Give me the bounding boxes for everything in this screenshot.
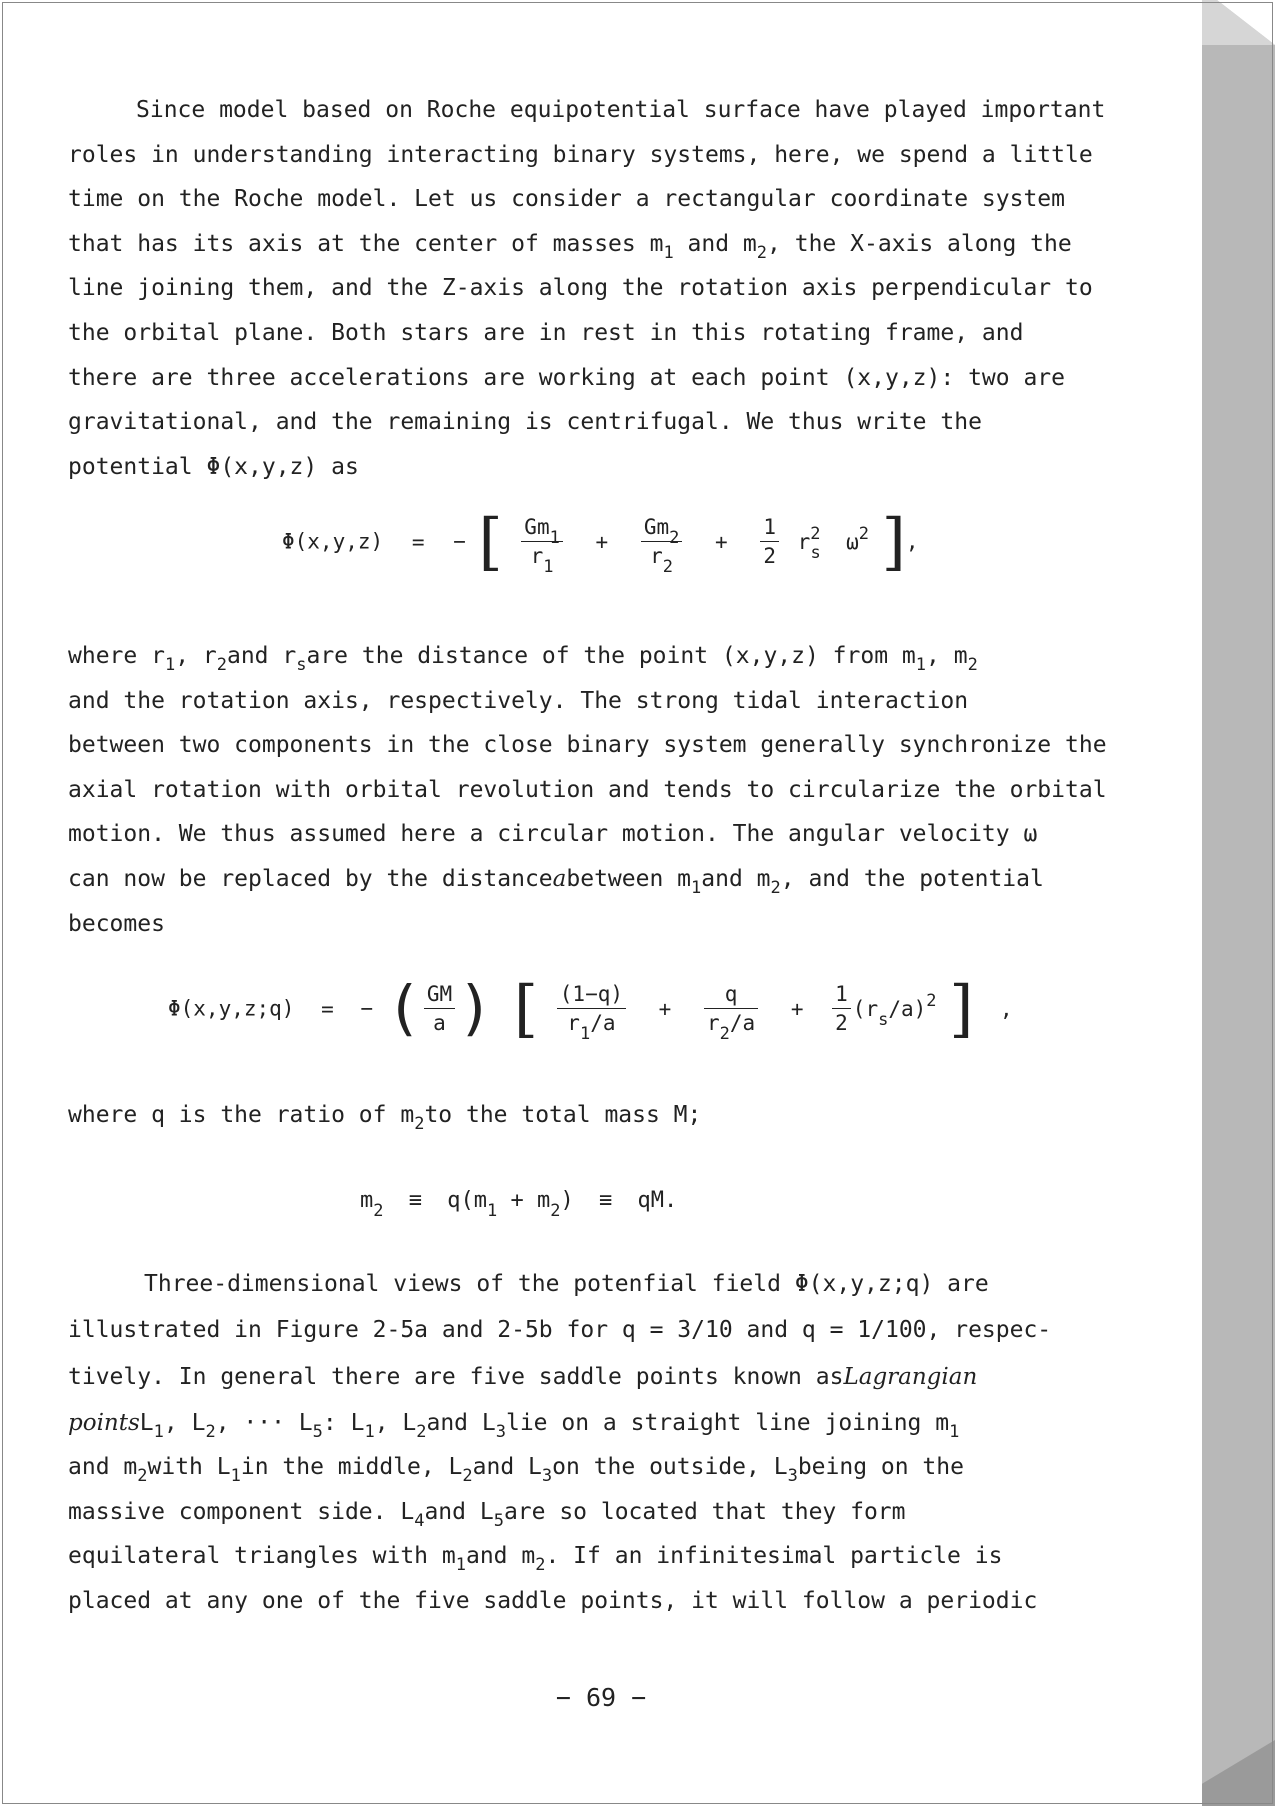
- text-line: illustrated in Figure 2-5a and 2-5b for q = 3/10 and q = 1/100, respec-: [68, 1316, 1052, 1343]
- text-line: gravitational, and the remaining is centrifugal. We thus write the: [68, 409, 982, 436]
- text-line: where r 1 , r 2 and r s are the distance of the point (x,y,z) from m 1 , m 2: [68, 643, 978, 675]
- text-line: can now be replaced by the distance a between m 1 and m 2 , and the potential: [68, 865, 1044, 898]
- text-line: equilateral triangles with m 1 and m 2 . If an infinitesimal particle is: [68, 1543, 1003, 1576]
- fraction-q: $\frac{q}{r_2/a}$: [704, 982, 758, 1035]
- text-line: there are three accelerations are working at each point (x,y,z): two are: [68, 364, 1065, 391]
- text-line: points L 1 , L 2 , ··· L 5 : L 1 , L 2 and L 3 lie on a straight line joining m 1: [68, 1409, 960, 1442]
- text-line: roles in understanding interacting binary systems, here, we spend a little: [68, 141, 1093, 168]
- text-line: tively. In general there are five saddle points known as Lagrangian: [68, 1363, 978, 1390]
- text-line: Since model based on Roche equipotential surface have played important: [136, 97, 1106, 123]
- fraction-gm1-r1: $\frac{Gm_1}{r_1}$: [521, 515, 563, 568]
- text-line: axial rotation with orbital revolution and tends to circularize the orbital: [68, 776, 1107, 803]
- text-line: and m 2 with L 1 in the middle, L 2 and L 3 on the outside, L 3 being on the: [68, 1454, 964, 1487]
- text-line: line joining them, and the Z-axis along the rotation axis perpendicular to: [68, 275, 1093, 302]
- text-line: and the rotation axis, respectively. The strong tidal interaction: [68, 687, 969, 714]
- text-line: Three-dimensional views of the potenfial field Φ(x,y,z;q) are: [144, 1271, 989, 1297]
- equation-mass-ratio: $m_2 \equiv q(m_1 + m_2)$ ≡ qM.: [360, 1188, 678, 1221]
- text-line: becomes: [68, 910, 165, 937]
- fraction-half: $\frac{1}{2}$: [760, 515, 779, 568]
- text-line: the orbital plane. Both stars are in rest in this rotating frame, and: [68, 319, 1024, 346]
- fraction-gm-a: $\frac{GM}{a}$: [424, 982, 455, 1035]
- page-number: − 69 −: [555, 1683, 647, 1712]
- fraction-half: $\frac{1}{2}$: [832, 982, 851, 1035]
- text-line: potential Φ(x,y,z) as: [68, 453, 359, 480]
- text-line: placed at any one of the five saddle points, it will follow a periodic: [68, 1587, 1038, 1614]
- equation-potential: Φ(x,y,z) = − [ $\frac{Gm_1}{r_1}$ + $\frac{Gm_2}{r_2}$ + $\frac{1}{2}$ $r^2_s$ $\omega^2$ ],: [282, 505, 919, 578]
- page-border: [2, 2, 1273, 1804]
- text-line: massive component side. L 4 and L 5 are so located that they form: [68, 1498, 906, 1531]
- text-line: time on the Roche model. Let us consider a rectangular coordinate system: [68, 186, 1065, 213]
- text-line: motion. We thus assumed here a circular motion. The angular velocity ω: [68, 821, 1038, 848]
- text-line: where q is the ratio of m 2 to the total mass M;: [68, 1102, 702, 1134]
- text-line: that has its axis at the center of masses m 1 and m 2 , the X-axis along the: [68, 230, 1072, 263]
- equation-potential-normalized: Φ(x,y,z;q) = − ( $\frac{GM}{a}$ ) [ $\frac{(1-q)}{r_1/a}$ + $\frac{q}{r_2/a}$ + $\frac{1}{2}$ $(r_s/a)^2$ ] ,: [168, 972, 1013, 1045]
- fraction-1-q: $\frac{(1-q)}{r_1/a}$: [557, 982, 626, 1035]
- text-line: between two components in the close binary system generally synchronize the: [68, 732, 1107, 759]
- fraction-gm2-r2: $\frac{Gm_2}{r_2}$: [641, 515, 683, 568]
